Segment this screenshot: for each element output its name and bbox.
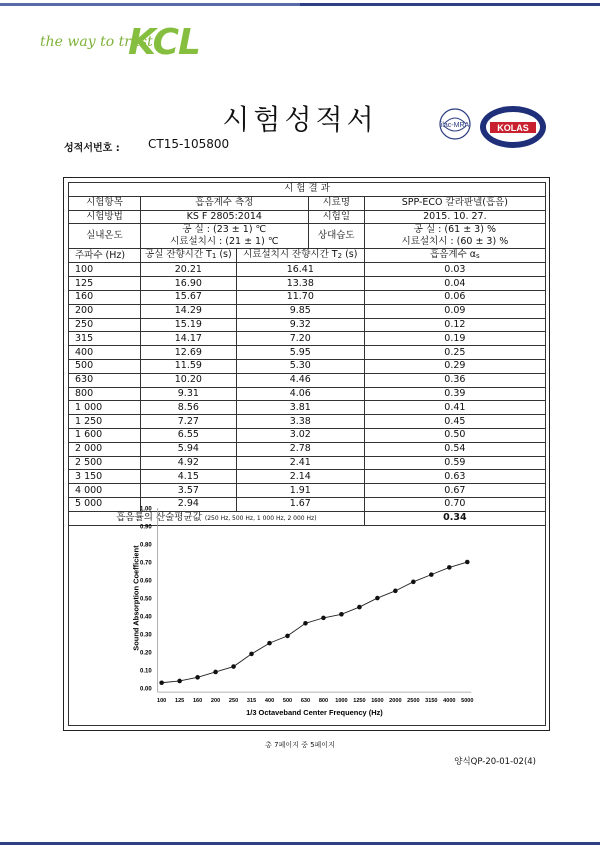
y-tick-label: 0.30	[140, 632, 152, 639]
col-header-alpha-sub: s	[476, 252, 480, 261]
x-tick-label: 500	[282, 698, 293, 705]
y-tick-label: 1.00	[140, 506, 152, 513]
alpha-cell: 0.09	[364, 304, 545, 318]
humid-line-2: 시료설치시 : (60 ± 3) %	[401, 236, 509, 248]
table-row	[69, 277, 546, 291]
table-row	[69, 332, 546, 346]
x-tick-label: 160	[192, 698, 203, 705]
table-row	[69, 442, 546, 456]
frequency-cell: 400	[69, 346, 141, 360]
t1-cell: 9.31	[140, 387, 236, 401]
brand-logo: KCL	[128, 22, 200, 63]
data-point	[321, 616, 326, 621]
humid-values	[364, 224, 545, 249]
form-code: 양식QP-20-01-02(4)	[454, 757, 536, 767]
y-tick-label: 0.70	[140, 560, 152, 567]
table-row	[69, 387, 546, 401]
table-row	[69, 415, 546, 429]
kolas-text: KOLAS	[497, 123, 529, 133]
cert-number-label: 성적서번호 :	[64, 143, 120, 154]
x-tick-label: 125	[174, 698, 185, 705]
table-row	[69, 456, 546, 470]
table-row	[69, 484, 546, 498]
data-point	[375, 596, 380, 601]
humid-line-1: 공 실 : (61 ± 3) %	[413, 224, 496, 236]
data-point	[249, 652, 254, 657]
data-point	[357, 605, 362, 610]
t2-cell: 2.41	[236, 456, 364, 470]
t2-cell: 16.41	[236, 263, 364, 277]
frequency-cell: 5 000	[69, 497, 141, 511]
series-line	[162, 562, 468, 683]
frequency-cell: 315	[69, 332, 141, 346]
alpha-cell: 0.29	[364, 359, 545, 373]
x-tick-label: 2500	[407, 698, 420, 705]
frequency-cell: 2 000	[69, 442, 141, 456]
frequency-cell: 1 000	[69, 401, 141, 415]
average-note: (250 Hz, 500 Hz, 1 000 Hz, 2 000 Hz)	[204, 514, 317, 522]
info-key: 시료명	[308, 196, 364, 210]
y-axis-title: Sound Absorption Coefficient	[131, 545, 141, 651]
t1-cell: 4.15	[140, 470, 236, 484]
bottom-border	[0, 840, 600, 848]
table-row	[69, 263, 546, 277]
t1-cell: 7.27	[140, 415, 236, 429]
col-header-absorption	[364, 249, 545, 263]
y-tick-label: 0.90	[140, 524, 152, 531]
data-point	[411, 580, 416, 585]
x-tick-label: 315	[246, 698, 257, 705]
t2-cell: 11.70	[236, 290, 364, 304]
t2-cell: 3.38	[236, 415, 364, 429]
frequency-cell: 1 600	[69, 428, 141, 442]
info-value: KS F 2805:2014	[140, 210, 308, 224]
t1-cell: 16.90	[140, 277, 236, 291]
frequency-cell: 200	[69, 304, 141, 318]
alpha-cell: 0.12	[364, 318, 545, 332]
data-point	[213, 670, 218, 675]
alpha-cell: 0.19	[364, 332, 545, 346]
t2-cell: 3.81	[236, 401, 364, 415]
cert-number: CT15-105800	[148, 137, 230, 151]
alpha-cell: 0.03	[364, 263, 545, 277]
data-point	[231, 664, 236, 669]
frequency-cell: 4 000	[69, 484, 141, 498]
kolas-seal-icon	[478, 104, 548, 150]
frequency-cell: 160	[69, 290, 141, 304]
y-tick-label: 0.20	[140, 650, 152, 657]
x-tick-label: 800	[318, 698, 329, 705]
col-header-t2-unit: (s)	[342, 249, 358, 261]
x-tick-label: 630	[300, 698, 311, 705]
alpha-cell: 0.25	[364, 346, 545, 360]
t2-cell: 4.06	[236, 387, 364, 401]
ilac-mra-text: ilac-MRA	[440, 122, 470, 129]
temp-line-2: 시료설치시 : (21 ± 1) ℃	[170, 236, 279, 248]
data-point	[177, 679, 182, 684]
brand-tagline: the way to trust	[40, 34, 153, 50]
x-tick-label: 1000	[335, 698, 348, 705]
t1-cell: 15.19	[140, 318, 236, 332]
temp-values	[140, 224, 308, 249]
t2-cell: 5.30	[236, 359, 364, 373]
x-tick-label: 200	[210, 698, 221, 705]
col-header-t2-sub: 2	[337, 252, 343, 261]
info-key: 시험방법	[69, 210, 141, 224]
data-point	[339, 612, 344, 617]
t2-cell: 7.20	[236, 332, 364, 346]
alpha-cell: 0.41	[364, 401, 545, 415]
document-title: 시험성적서	[222, 103, 378, 136]
data-point	[447, 565, 452, 570]
t2-cell: 9.85	[236, 304, 364, 318]
table-row	[69, 359, 546, 373]
t1-cell: 20.21	[140, 263, 236, 277]
t1-cell: 3.57	[140, 484, 236, 498]
col-header-empty-rt	[140, 249, 236, 263]
data-point	[465, 560, 470, 565]
col-header-frequency: 주파수 (Hz)	[69, 249, 141, 263]
data-point	[429, 572, 434, 577]
data-point	[267, 641, 272, 646]
col-header-t1-unit: (s)	[216, 249, 232, 261]
t1-cell: 8.56	[140, 401, 236, 415]
ilac-mra-seal-icon	[432, 104, 478, 150]
frequency-cell: 500	[69, 359, 141, 373]
alpha-cell: 0.04	[364, 277, 545, 291]
alpha-cell: 0.67	[364, 484, 545, 498]
frequency-cell: 1 250	[69, 415, 141, 429]
average-label: 흡음률의 산술평균값	[116, 511, 202, 523]
frequency-cell: 250	[69, 318, 141, 332]
humid-label: 상대습도	[308, 224, 364, 249]
t2-cell: 2.78	[236, 442, 364, 456]
frequency-cell: 125	[69, 277, 141, 291]
y-tick-label: 0.80	[140, 542, 152, 549]
t1-cell: 11.59	[140, 359, 236, 373]
x-tick-label: 250	[228, 698, 239, 705]
frequency-cell: 100	[69, 263, 141, 277]
x-axis-title: 1/3 Octaveband Center Frequency (Hz)	[246, 708, 383, 718]
t1-cell: 14.17	[140, 332, 236, 346]
y-tick-label: 0.40	[140, 614, 152, 621]
x-tick-label: 3150	[425, 698, 438, 705]
x-tick-label: 100	[156, 698, 167, 705]
col-header-alpha: 흡음계수 α	[430, 249, 477, 261]
table-row	[69, 318, 546, 332]
temp-line-1: 공 실 : (23 ± 1) ℃	[182, 224, 267, 236]
data-point	[159, 680, 164, 685]
t2-cell: 5.95	[236, 346, 364, 360]
info-value: 2015. 10. 27.	[364, 210, 545, 224]
t1-cell: 12.69	[140, 346, 236, 360]
average-value: 0.34	[364, 511, 545, 525]
x-tick-label: 1250	[353, 698, 366, 705]
table-row	[69, 290, 546, 304]
alpha-cell: 0.39	[364, 387, 545, 401]
t1-cell: 5.94	[140, 442, 236, 456]
t1-cell: 15.67	[140, 290, 236, 304]
alpha-cell: 0.63	[364, 470, 545, 484]
t1-cell: 4.92	[140, 456, 236, 470]
data-point	[285, 634, 290, 639]
table-row	[69, 401, 546, 415]
table-row	[69, 346, 546, 360]
t2-cell: 13.38	[236, 277, 364, 291]
t1-cell: 2.94	[140, 497, 236, 511]
t2-cell: 3.02	[236, 428, 364, 442]
page-indicator: 총 7페이지 중 5페이지	[265, 741, 335, 749]
alpha-cell: 0.06	[364, 290, 545, 304]
data-point	[195, 675, 200, 680]
frequency-cell: 800	[69, 387, 141, 401]
alpha-cell: 0.50	[364, 428, 545, 442]
frequency-cell: 3 150	[69, 470, 141, 484]
col-header-t1-sub: 1	[211, 252, 217, 261]
alpha-cell: 0.45	[364, 415, 545, 429]
data-point	[393, 589, 398, 594]
alpha-cell: 0.54	[364, 442, 545, 456]
t2-cell: 9.32	[236, 318, 364, 332]
col-header-t1: 공실 잔향시간 T	[144, 249, 212, 261]
t1-cell: 14.29	[140, 304, 236, 318]
t2-cell: 1.91	[236, 484, 364, 498]
col-header-sample-rt	[236, 249, 364, 263]
section-title: 시 험 결 과	[69, 183, 546, 197]
table-row	[69, 470, 546, 484]
info-value: SPP-ECO 칼라판넬(흡음)	[364, 196, 545, 210]
t1-cell: 6.55	[140, 428, 236, 442]
table-row	[69, 304, 546, 318]
alpha-cell: 0.59	[364, 456, 545, 470]
frequency-cell: 630	[69, 373, 141, 387]
absorption-chart	[68, 498, 546, 726]
x-tick-label: 1600	[371, 698, 384, 705]
info-value: 흡음계수 측정	[140, 196, 308, 210]
t2-cell: 4.46	[236, 373, 364, 387]
temp-label: 실내온도	[69, 224, 141, 249]
table-row	[69, 373, 546, 387]
y-tick-label: 0.50	[140, 596, 152, 603]
t2-cell: 1.67	[236, 497, 364, 511]
x-tick-label: 400	[264, 698, 275, 705]
x-tick-label: 2000	[389, 698, 402, 705]
frequency-cell: 2 500	[69, 456, 141, 470]
y-tick-label: 0.60	[140, 578, 152, 585]
t2-cell: 2.14	[236, 470, 364, 484]
info-key: 시험항목	[69, 196, 141, 210]
table-row	[69, 428, 546, 442]
t1-cell: 10.20	[140, 373, 236, 387]
data-point	[303, 621, 308, 626]
y-tick-label: 0.10	[140, 668, 152, 675]
col-header-t2: 시료설치시 잔향시간 T	[243, 249, 338, 261]
alpha-cell: 0.36	[364, 373, 545, 387]
top-border	[0, 0, 600, 7]
x-tick-label: 4000	[443, 698, 456, 705]
info-key: 시험일	[308, 210, 364, 224]
y-tick-label: 0.00	[140, 686, 152, 693]
alpha-cell: 0.70	[364, 497, 545, 511]
x-tick-label: 5000	[461, 698, 474, 705]
results-table	[68, 182, 546, 526]
